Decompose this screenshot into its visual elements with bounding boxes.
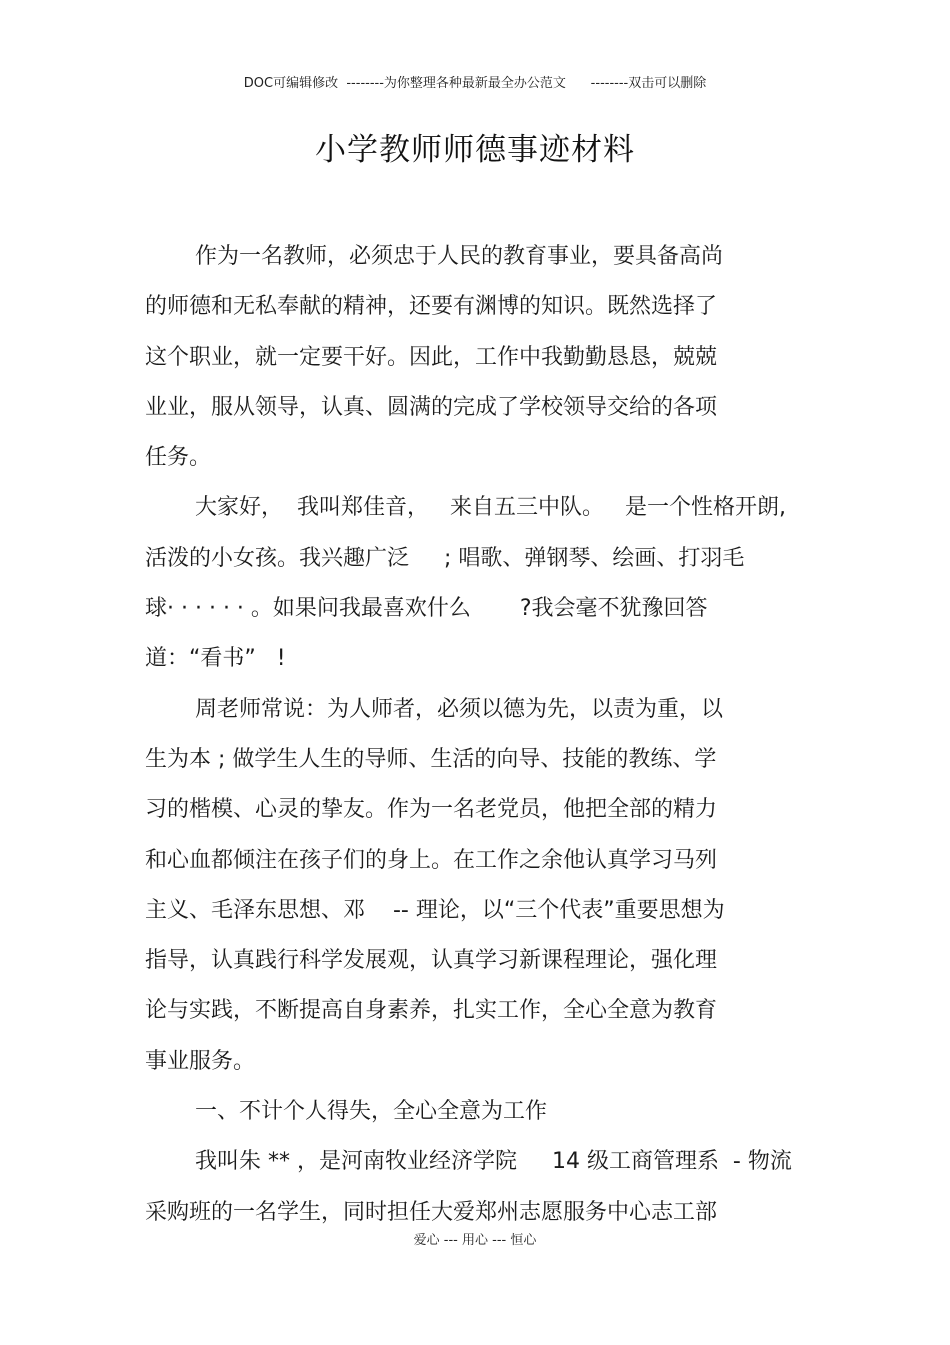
section-heading: 一、不计个人得失，全心全意为工作	[195, 1099, 548, 1125]
document-body	[145, 236, 825, 1242]
paragraph-line: 事业服务。	[145, 1048, 256, 1074]
page-header: DOC可编辑修改 --------为你整理各种最新最全办公范文 --------双击可以删除	[243, 76, 707, 91]
paragraph-line: 这个职业，就一定要干好。因此，工作中我勤勤恳恳，兢兢	[145, 344, 718, 370]
paragraph-line: 任务。	[145, 445, 212, 471]
paragraph-line: 大家好， 我叫郑佳音， 来自五三中队。 是一个性格开朗,	[195, 495, 786, 521]
paragraph-line: 生为本 ; 做学生人生的导师、生活的向导、技能的教练、学	[145, 746, 717, 772]
paragraph-line: 作为一名教师，必须忠于人民的教育事业，要具备高尚	[195, 244, 724, 269]
paragraph-line: 指导，认真践行科学发展观，认真学习新课程理论，强化理	[145, 948, 718, 974]
document-title: 小学教师师德事迹材料	[315, 132, 635, 168]
paragraph-line: 活泼的小女孩。我兴趣广泛 ; 唱歌、弹钢琴、绘画、打羽毛	[145, 545, 745, 571]
paragraph-line: 业业，服从领导，认真、圆满的完成了学校领导交给的各项	[145, 394, 718, 420]
paragraph-line: 采购班的一名学生，同时担任大爱郑州志愿服务中心志工部	[145, 1199, 718, 1225]
paragraph-line: 主义、毛泽东思想、邓 -- 理论，以“三个代表”重要思想为	[145, 897, 725, 923]
paragraph-line: 习的楷模、心灵的挚友。作为一名老党员，他把全部的精力	[145, 797, 718, 823]
paragraph-line: 道：“看书” !	[145, 646, 286, 672]
paragraph-line: 球· · · · · · 。如果问我最喜欢什么 ?我会毫不犹豫回答	[145, 596, 708, 622]
paragraph-line: 论与实践，不断提高自身素养，扎实工作，全心全意为教育	[145, 998, 718, 1024]
paragraph-line: 周老师常说：为人师者，必须以德为先，以责为重，以	[195, 696, 724, 722]
paragraph-line: 我叫朱 ** ，是河南牧业经济学院 14 级工商管理系 - 物流	[195, 1149, 792, 1175]
page-footer: 爱心 --- 用心 --- 恒心	[413, 1233, 537, 1248]
paragraph-line: 和心血都倾注在孩子们的身上。在工作之余他认真学习马列	[145, 847, 718, 873]
paragraph-line: 的师德和无私奉献的精神，还要有渊博的知识。既然选择了	[145, 294, 718, 320]
